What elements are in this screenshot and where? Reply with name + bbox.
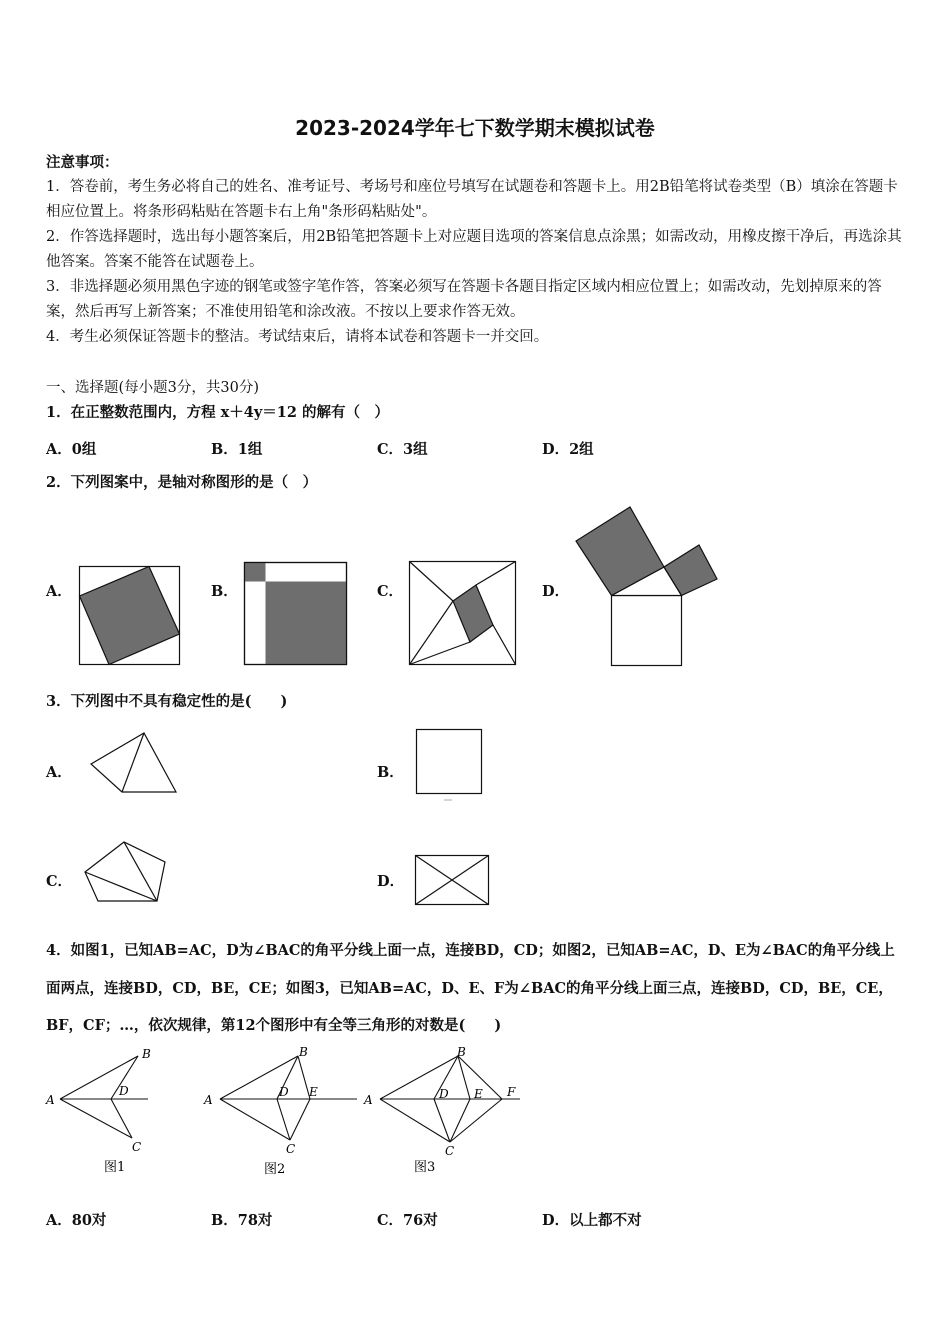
label-f: F xyxy=(507,1085,516,1099)
label-b: B xyxy=(142,1047,151,1061)
section-heading: 一、选择题(每小题3分，共30分) xyxy=(46,380,259,396)
q4-option-c[interactable]: C．76对 xyxy=(377,1212,438,1229)
notice-item: 2．作答选择题时，选出每小题答案后，用2B铅笔把答题卡上对应题目选项的答案信息点涂黑；如需改动，用橡皮擦干净后，再选涂其他答案。答案不能答在试题卷上。 xyxy=(46,229,902,270)
label-e: E xyxy=(474,1087,483,1101)
q1-option-a[interactable]: A．0组 xyxy=(46,441,97,458)
q3-figure-c xyxy=(84,841,168,903)
label-b: B xyxy=(299,1045,308,1059)
q4-option-b[interactable]: B．78对 xyxy=(211,1212,273,1229)
q3-label-c[interactable]: C． xyxy=(46,873,73,890)
label-d: D xyxy=(279,1085,289,1099)
label-a: A xyxy=(46,1093,55,1107)
label-c: C xyxy=(132,1140,142,1154)
q2-label-b[interactable]: B． xyxy=(211,583,238,600)
label-d: D xyxy=(119,1084,129,1098)
q3-stem: 3．下列图中不具有稳定性的是( ) xyxy=(46,693,288,710)
page-title: 2023-2024学年七下数学期末模拟试卷 xyxy=(295,116,655,140)
notice-item: 3．非选择题必须用黑色字迹的钢笔或签字笔作答，答案必须写在答题卡各题目指定区域内相应位置上；如需改动，先划掉原来的答案，然后再写上新答案；不准使用铅笔和涂改液。不按以上要求作答无效。 xyxy=(46,279,882,320)
q1-option-d[interactable]: D．2组 xyxy=(542,441,594,458)
q4-option-a[interactable]: A．80对 xyxy=(46,1212,107,1229)
q3-figure-a xyxy=(90,732,178,794)
figure-caption-3: 图3 xyxy=(414,1160,436,1175)
q2-stem: 2．下列图案中，是轴对称图形的是（ ） xyxy=(46,474,318,491)
q2-figure-a xyxy=(79,566,180,665)
q1-stem: 1．在正整数范围内，方程 x＋4y＝12 的解有（ ） xyxy=(46,404,390,421)
q1-option-b[interactable]: B．1组 xyxy=(211,441,263,458)
label-a: A xyxy=(364,1093,373,1107)
q2-label-d[interactable]: D． xyxy=(542,583,570,600)
q4-figure-3 xyxy=(362,1042,527,1178)
q4-figure-2 xyxy=(202,1042,362,1178)
q3-figure-b xyxy=(415,729,483,801)
notice-item: 4．考生必须保证答题卡的整洁。考试结束后，请将本试卷和答题卡一并交回。 xyxy=(46,329,549,345)
q3-label-b[interactable]: B． xyxy=(377,764,404,781)
label-d: D xyxy=(439,1087,449,1101)
q2-figure-b xyxy=(244,562,347,665)
label-a: A xyxy=(204,1093,213,1107)
q3-label-a[interactable]: A． xyxy=(46,764,72,781)
figure-caption-1: 图1 xyxy=(104,1160,126,1175)
label-c: C xyxy=(445,1144,455,1158)
label-b: B xyxy=(457,1045,466,1059)
notice-item: 1．答卷前，考生务必将自己的姓名、准考证号、考场号和座位号填写在试题卷和答题卡上。用2B铅笔将试卷类型（B）填涂在答题卡相应位置上。将条形码粘贴在答题卡右上角"条形码粘贴处"。 xyxy=(46,179,898,220)
q4-stem: 4．如图1，已知AB=AC，D为∠BAC的角平分线上面一点，连接BD，CD；如图2，已知AB=AC，D、E为∠BAC的角平分线上面两点，连接BD，CD，BE，CE；如图3，已知AB=AC，D、E、F为∠BAC的角平分线上面三点，连接BD，CD，BE，CE，BF，CF；…，依次规律，第12个图形中有全等三角形的对数是( ) xyxy=(46,942,895,1034)
q4-figure-1 xyxy=(44,1044,154,1176)
q2-label-a[interactable]: A． xyxy=(46,583,72,600)
notice-heading: 注意事项： xyxy=(46,154,119,171)
notice-block xyxy=(46,150,906,350)
label-e: E xyxy=(309,1085,318,1099)
q4-option-d[interactable]: D．以上都不对 xyxy=(542,1212,642,1229)
q2-figure-d xyxy=(575,506,720,666)
label-c: C xyxy=(286,1142,296,1156)
q2-label-c[interactable]: C． xyxy=(377,583,404,600)
q3-figure-d xyxy=(415,855,490,906)
q3-label-d[interactable]: D． xyxy=(377,873,405,890)
figure-caption-2: 图2 xyxy=(264,1162,286,1177)
q1-option-c[interactable]: C．3组 xyxy=(377,441,428,458)
q2-figure-c xyxy=(409,561,516,665)
